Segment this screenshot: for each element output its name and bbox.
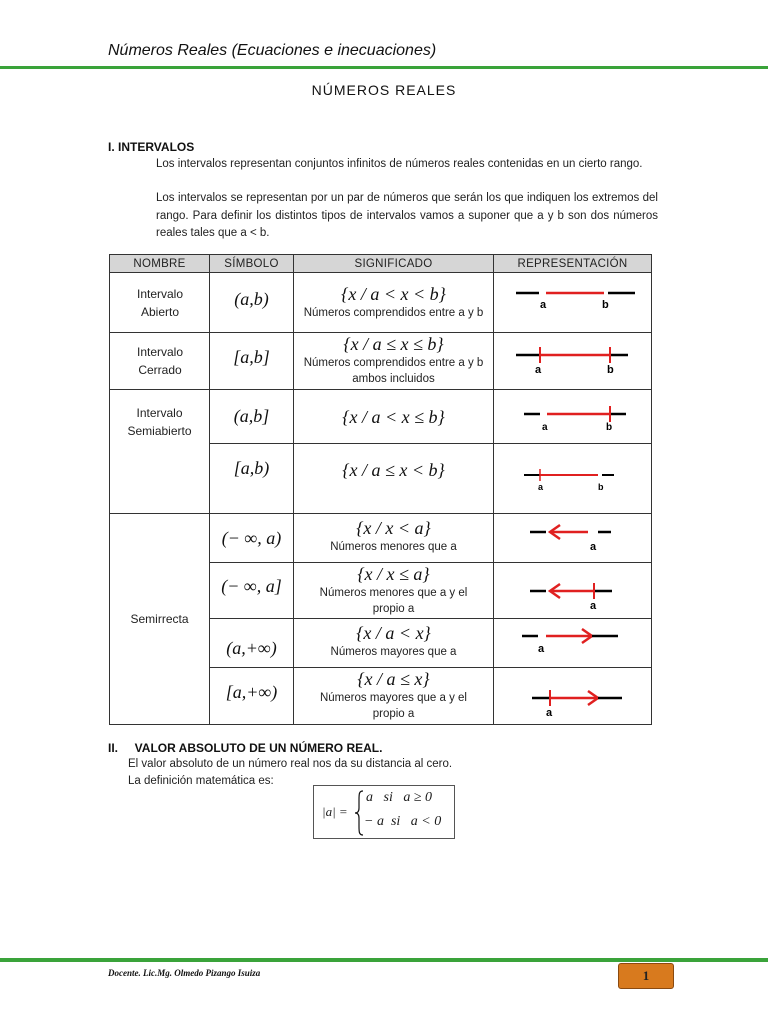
symbol-ray-greater-equal: [a,+∞): [225, 681, 278, 702]
section-heading-intervalos: I. INTERVALOS: [108, 140, 195, 154]
symbol-open-interval: (a,b): [234, 288, 269, 309]
meaning-half-open-left: [294, 390, 493, 443]
table-header-representacion: REPRESENTACIÓN: [494, 255, 651, 272]
label-b: b: [602, 299, 609, 311]
number-line-half-open-left: [494, 390, 651, 443]
meaning-closed-interval: [294, 330, 493, 389]
label-a: a: [540, 299, 547, 311]
meaning-ray-greater: [294, 617, 493, 665]
set-notation: {x / a < x ≤ b}: [342, 406, 445, 427]
number-line-ray-less-equal: [494, 563, 651, 618]
meaning-ray-less-equal: [294, 561, 493, 619]
meaning-ray-less: [294, 512, 493, 560]
set-notation: {x / a < x < b}: [341, 284, 446, 304]
symbol-ray-greater: (a,+∞): [226, 637, 277, 658]
meaning-text: Números mayores que a: [330, 646, 457, 658]
number-line-ray-greater-equal: [494, 668, 651, 724]
label-b: b: [598, 482, 604, 492]
set-notation: {x / a < x}: [356, 623, 431, 643]
set-notation: {x / a ≤ x ≤ b}: [343, 333, 444, 354]
name-semirrecta: Semirrecta: [130, 612, 189, 626]
symbol-ray-less: (− ∞, a): [221, 527, 282, 548]
meaning-text: Números comprendidos entre a y b: [303, 307, 484, 319]
label-a: a: [542, 422, 548, 433]
set-notation: {x / x < a}: [356, 518, 431, 538]
formula-case-1: a si a ≥ 0: [366, 790, 433, 805]
set-notation: {x / x ≤ a}: [357, 564, 430, 584]
number-line-closed-interval: [494, 333, 651, 389]
footer-author: Docente. Lic.Mg. Olmedo Pizango Isuiza: [108, 968, 261, 978]
meaning-text: Números menores que a: [330, 541, 457, 553]
label-a: a: [538, 643, 545, 655]
left-brace-icon: [354, 790, 364, 836]
intro-paragraph-1: Los intervalos representan conjuntos infinitos de números reales contenidas en un cierto rango.: [156, 158, 643, 170]
set-notation: {x / a ≤ x < b}: [342, 460, 445, 480]
meaning-text: Números comprendidos entre a y b ambos incluidos: [303, 356, 484, 385]
page-number-badge: 1: [618, 963, 674, 989]
meaning-half-open-right: [294, 444, 493, 496]
symbol-ray-less-equal: (− ∞, a]: [221, 575, 282, 596]
label-a: a: [535, 364, 542, 376]
abs-paragraph-2: La definición matemática es:: [128, 775, 274, 787]
footer-divider: [0, 958, 768, 962]
name-intervalo-semiabierto: Intervalo Semiabierto: [127, 406, 192, 438]
table-header-simbolo: SÍMBOLO: [210, 255, 293, 272]
symbol-half-open-left: (a,b]: [233, 406, 270, 426]
meaning-text: Números mayores que a y el propio a: [319, 692, 467, 720]
name-intervalo-cerrado: Intervalo Cerrado: [136, 345, 184, 377]
table-header-significado: SIGNIFICADO: [294, 255, 493, 272]
meaning-text: Números menores que a y el propio a: [319, 587, 468, 615]
formula-lhs: |a| =: [322, 804, 348, 819]
header-title: Números Reales (Ecuaciones e inecuaciones): [108, 42, 437, 59]
label-b: b: [607, 364, 614, 376]
label-a: a: [546, 707, 553, 719]
symbol-half-open-right: [a,b): [233, 457, 270, 478]
set-notation: {x / a ≤ x}: [357, 669, 430, 689]
label-a: a: [590, 600, 597, 612]
number-line-ray-greater: [494, 619, 651, 667]
number-line-half-open-right: [494, 444, 651, 513]
label-b: b: [606, 422, 613, 433]
number-line-open-interval: [494, 273, 651, 332]
abs-paragraph-1: El valor absoluto de un número real nos da su distancia al cero.: [128, 758, 453, 770]
formula-case-2: − a si a < 0: [364, 814, 442, 829]
name-intervalo-abierto: Intervalo Abierto: [136, 286, 184, 319]
table-header-nombre: NOMBRE: [110, 255, 209, 272]
meaning-open-interval: [294, 271, 493, 333]
number-line-ray-less: [494, 514, 651, 562]
symbol-closed-interval: [a,b]: [233, 346, 270, 367]
label-a: a: [538, 482, 544, 492]
label-a: a: [590, 541, 597, 553]
page-title: NÚMEROS REALES: [311, 82, 457, 98]
intro-paragraph-2: Los intervalos se representan por un par de números que serán los que indiquen los extremos del rango. Para definir los distintos tipos de intervalos vamos a suponer que a y b son dos números reales tales que a < b.: [156, 192, 658, 239]
section-heading-valor-absoluto: II. VALOR ABSOLUTO DE UN NÚMERO REAL.: [108, 741, 383, 755]
meaning-ray-greater-equal: [294, 666, 493, 724]
abs-value-formula: [313, 785, 455, 839]
